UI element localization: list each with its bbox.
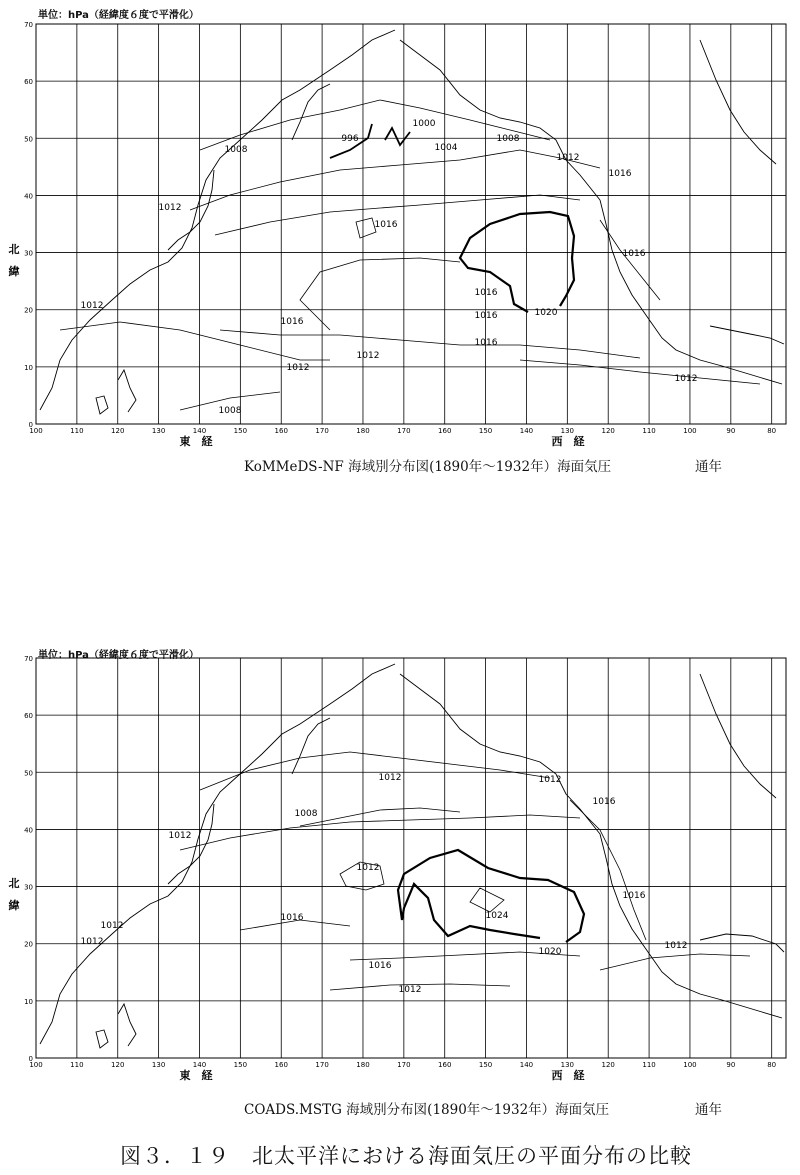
contour-label: 1012 — [538, 775, 562, 785]
isobar-1016-south — [220, 330, 640, 358]
contour-label: 1016 — [608, 169, 632, 179]
axis-labels — [8, 877, 586, 1082]
latitude-tick-label: 10 — [24, 997, 33, 1006]
contour-label: 996 — [341, 134, 359, 144]
isobar-1000 — [385, 128, 410, 145]
east-label: 東 経 — [179, 1069, 213, 1082]
coastline-gulf — [710, 326, 784, 344]
isobar-1012-north — [200, 752, 550, 790]
contour-label: 1012 — [100, 921, 124, 931]
figure-caption: 図３．１９ 北太平洋における海面気圧の平面分布の比較 — [120, 1144, 692, 1168]
longitude-tick-label: 150 — [233, 1061, 248, 1069]
latitude-tick-label: 20 — [24, 940, 33, 949]
longitude-tick-label: 170 — [315, 1061, 329, 1069]
isobar-1016-loop — [300, 258, 460, 330]
contour-labels — [81, 119, 698, 416]
longitude-tick-label: 100 — [683, 427, 697, 435]
latitude-tick-label: 60 — [24, 712, 33, 721]
contour-label: 1008 — [218, 406, 242, 416]
longitude-tick-label: 150 — [478, 427, 493, 435]
coastline-japan — [168, 804, 214, 884]
lat-axis-label: 緯 — [8, 899, 20, 912]
coastline-hudson — [700, 40, 776, 164]
axis-labels — [8, 243, 586, 448]
longitude-tick-label: 130 — [560, 1061, 575, 1069]
contour-label: 1004 — [434, 143, 458, 153]
contour-label: 1012 — [664, 941, 688, 951]
contour-label: 1012 — [168, 831, 192, 841]
isobar-high — [398, 850, 584, 942]
longitude-tick-label: 120 — [601, 1061, 615, 1069]
coastline-kamchatka — [292, 84, 330, 140]
lat-axis-label: 北 — [8, 877, 20, 890]
isobar-1012-southeast — [520, 360, 760, 384]
longitude-tick-label: 180 — [356, 1061, 370, 1069]
latitude-tick-label: 50 — [24, 135, 33, 144]
isobar-1012-south — [60, 322, 330, 360]
east-label: 東 経 — [179, 435, 213, 448]
contour-label: 1016 — [280, 913, 304, 923]
longitude-tick-label: 160 — [274, 1061, 288, 1069]
contour-label: 1016 — [368, 961, 392, 971]
isobar-1020 — [398, 850, 584, 942]
coastline-alaska — [400, 674, 600, 834]
isobar-1012-north — [190, 150, 600, 210]
longitude-tick-label: 170 — [315, 427, 329, 435]
isobars — [60, 100, 760, 410]
longitude-tick-label: 110 — [70, 427, 84, 435]
contour-label: 1012 — [158, 203, 182, 213]
isobar-1024 — [470, 888, 504, 912]
longitude-tick-label: 110 — [642, 1061, 656, 1069]
longitude-tick-label: 140 — [519, 427, 534, 435]
latitude-tick-label: 0 — [28, 421, 33, 429]
contour-label: 1024 — [485, 911, 509, 921]
period-label: 通年 — [695, 459, 722, 475]
coastline-hudson — [700, 674, 776, 798]
map-panel-kommeds — [0, 0, 800, 490]
longitude-tick-label: 100 — [683, 1061, 697, 1069]
period-label: 通年 — [695, 1102, 722, 1118]
longitude-tick-label: 150 — [233, 427, 248, 435]
islands-borneo — [96, 396, 108, 414]
west-label: 西 経 — [551, 435, 585, 448]
pressure-map-kommeds — [0, 0, 800, 490]
longitude-tick-label: 110 — [642, 427, 656, 435]
longitude-tick-label: 160 — [438, 1061, 452, 1069]
latitude-tick-label: 40 — [24, 192, 33, 201]
longitude-tick-label: 110 — [70, 1061, 84, 1069]
longitude-ticks — [29, 1061, 776, 1069]
contour-label: 1008 — [496, 134, 520, 144]
map-panel-coads — [0, 640, 800, 1120]
unit-label: 単位：hPa（経緯度６度で平滑化） — [38, 650, 199, 661]
contour-label: 1012 — [80, 937, 104, 947]
longitude-tick-label: 140 — [192, 427, 207, 435]
latitude-tick-label: 30 — [24, 249, 33, 258]
longitude-tick-label: 120 — [111, 427, 125, 435]
latitude-tick-label: 20 — [24, 306, 33, 315]
coastline-asia — [40, 664, 395, 1044]
longitude-tick-label: 80 — [767, 427, 777, 435]
isobar-1016-east — [600, 220, 660, 300]
contour-label: 1008 — [224, 145, 248, 155]
lat-axis-label: 北 — [8, 243, 20, 256]
islands-philippines — [118, 1004, 136, 1046]
contour-label: 1012 — [556, 153, 580, 163]
longitude-tick-label: 80 — [767, 1061, 777, 1069]
isobar-1016-mid — [215, 195, 580, 235]
longitude-tick-label: 100 — [29, 1061, 43, 1069]
contour-label: 1016 — [374, 220, 398, 230]
longitude-tick-label: 170 — [397, 1061, 411, 1069]
latitude-tick-label: 60 — [24, 78, 33, 87]
longitude-tick-label: 150 — [478, 1061, 493, 1069]
contour-label: 1016 — [622, 249, 646, 259]
longitude-tick-label: 140 — [192, 1061, 207, 1069]
unit-label: 単位：hPa（経緯度６度で平滑化） — [38, 10, 199, 21]
map-caption: COADS.MSTG 海域別分布図(1890年〜1932年）海面気圧 — [244, 1102, 610, 1118]
latitude-ticks — [24, 21, 33, 429]
isobars — [180, 752, 750, 990]
longitude-tick-label: 100 — [29, 427, 43, 435]
latitude-tick-label: 70 — [24, 655, 33, 663]
graticule — [36, 658, 786, 1058]
contour-label: 1016 — [474, 288, 498, 298]
longitude-tick-label: 130 — [151, 427, 166, 435]
longitude-tick-label: 170 — [397, 427, 411, 435]
longitude-tick-label: 160 — [274, 427, 288, 435]
coastline-north-america — [600, 834, 782, 1018]
coastline-asia — [40, 30, 395, 410]
islands-borneo — [96, 1030, 108, 1048]
graticule — [36, 24, 786, 424]
latitude-tick-label: 0 — [28, 1055, 33, 1063]
contour-label: 1016 — [592, 797, 616, 807]
latitude-tick-label: 70 — [24, 21, 33, 29]
contour-label: 1012 — [378, 773, 402, 783]
longitude-tick-label: 140 — [519, 1061, 534, 1069]
contour-label: 1012 — [674, 374, 698, 384]
longitude-tick-label: 120 — [601, 427, 615, 435]
lat-axis-label: 緯 — [8, 265, 20, 278]
map-frame — [36, 658, 786, 1058]
contour-label: 1020 — [538, 947, 562, 957]
contour-label: 1016 — [474, 338, 498, 348]
islands-philippines — [118, 370, 136, 412]
coastlines — [40, 30, 784, 414]
map-frame — [36, 24, 786, 424]
isobar-1016-inner-loop — [356, 218, 376, 238]
longitude-tick-label: 90 — [726, 427, 736, 435]
longitude-tick-label: 90 — [726, 1061, 736, 1069]
latitude-tick-label: 50 — [24, 769, 33, 778]
isobar-1008 — [300, 808, 460, 826]
contour-label: 1020 — [534, 308, 558, 318]
map-caption: KoMMeDS-NF 海域別分布図(1890年〜1932年）海面気圧 — [244, 459, 612, 475]
latitude-tick-label: 10 — [24, 363, 33, 372]
contour-label: 1012 — [398, 985, 422, 995]
longitude-tick-label: 160 — [438, 427, 452, 435]
isobar-1012-southeast — [600, 954, 750, 970]
contour-label: 1012 — [356, 351, 380, 361]
contour-label: 1008 — [294, 809, 318, 819]
contour-label: 1016 — [280, 317, 304, 327]
longitude-tick-label: 130 — [151, 1061, 166, 1069]
latitude-ticks — [24, 655, 33, 1063]
contour-label: 1000 — [412, 119, 436, 129]
coastline-kamchatka — [292, 718, 330, 774]
pressure-map-coads — [0, 640, 800, 1120]
contour-label: 1016 — [622, 891, 646, 901]
contour-label: 1012 — [286, 363, 310, 373]
latitude-tick-label: 30 — [24, 883, 33, 892]
west-label: 西 経 — [551, 1069, 585, 1082]
contour-label: 1012 — [80, 301, 104, 311]
contour-label: 1012 — [356, 863, 380, 873]
contour-label: 1016 — [474, 311, 498, 321]
longitude-ticks — [29, 427, 776, 435]
longitude-tick-label: 180 — [356, 427, 370, 435]
longitude-tick-label: 130 — [560, 427, 575, 435]
latitude-tick-label: 40 — [24, 826, 33, 835]
longitude-tick-label: 120 — [111, 1061, 125, 1069]
